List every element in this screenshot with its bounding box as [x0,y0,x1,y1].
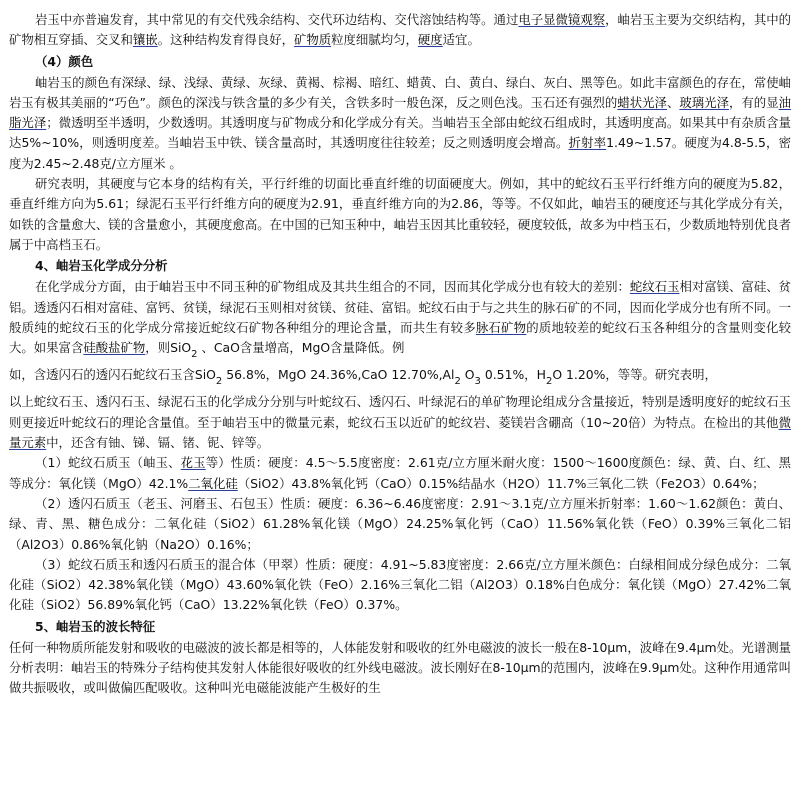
text: （SiO2）43.8%氧化钙（CaO）0.15%结晶水（H2O）11.7%三氧化二铁（Fe2O3）0.64%； [237,475,765,491]
hardness-paragraph: 研究表明，其硬度与它本身的结构有关，平行纤维的切面比垂直纤维的切面硬度大。例如，其中的蛇纹石玉平行纤维方向的硬度为5.82，垂直纤维方向为5.61；绿泥石玉平行纤维方向的硬度为2.91，垂直纤维方向的为2.86，等等。不仅如此，岫岩玉的硬度还与其化学成分有关，如铁的含量愈大、镁的含量愈小，其硬度愈高。在中国的已知玉种中，岫岩玉因其比重较轻，硬度较低，故多为中档玉石，少数质地特别优良者属于中高档玉石。 [9,176,791,252]
link-silicon-dioxide[interactable]: 二氧化硅 [188,475,238,491]
text: ，岫岩玉主要为交织结构，其中的矿物相互穿插、交叉和 [9,12,792,48]
subscript: 2 [545,376,553,388]
text: 的质地较差的蛇纹石玉各种组分的含量则变化较大。如果富含 [9,319,792,356]
text: 粒度细腻均匀， [331,32,418,48]
text: 0.51%，H [480,367,546,383]
link-refractive-index[interactable]: 折射率 [568,135,607,151]
subscript: 3 [474,376,481,388]
text: 56.8%，MgO 24.36%,CaO 12.70%,Al [222,367,455,383]
color-paragraph [9,73,791,174]
serpentine-item [9,453,791,494]
link-grease-luster[interactable]: 油脂光泽 [9,94,792,131]
text: ，有的显 [729,94,779,110]
link-glass-luster[interactable]: 玻璃光泽 [679,94,729,110]
subscript: 2 [191,349,198,361]
text: 岩玉中亦普遍发育，其中常见的有交代残余结构、交代环边结构、交代溶蚀结构等。通过 [35,12,519,27]
link-serpentine-jade[interactable]: 蛇纹石玉 [629,279,680,295]
link-flower-jade[interactable]: 花玉 [180,455,206,471]
tremolite-item: （2）透闪石质玉（老玉、河磨玉、石包玉）性质：硬度：6.36~6.46度密度：2.91～3.1克/立方厘米折射率：1.60～1.62颜色：黄白、绿、青、黑、糖色成分：二氧化硅（SiO2）61.28%氧化镁（MgO）24.25%氧化钙（CaO）11.56%氧化铁（FeO）0.39%三氧化二铝（Al2O3）0.86%氧化钠（Na2O）0.16%； [9,495,791,552]
text: 中，还含有铀、锑、镉、锗、铌、锌等。 [46,435,270,451]
chemistry-example-line [9,358,791,392]
text: 适宜。 [442,32,480,48]
text: 、 [666,94,680,110]
text: 等）性质：硬度：4.5～5.5度密度：2.61克/立方厘米耐火度：1500～1600度颜色：绿、黄、白、红、黑等成分：氧化镁（MgO）42.1% [9,455,791,491]
heading-chemistry: 4、岫岩玉化学成分分析 [35,258,168,274]
link-mineral[interactable]: 矿物质 [293,32,332,48]
text: 以上蛇纹石玉、透闪石玉、绿泥石玉的化学成分分别与叶蛇纹石、透闪石、叶绿泥石的单矿物理论组成分含量接近，特别是透明度好的蛇纹石玉则更接近叶蛇纹石的理论含量值。至于岫岩玉中的微量元素，蛇纹石玉以近矿的蛇纹岩、菱镁岩含硼高（10~20倍）为特点。在检出的其他 [9,394,791,430]
mixed-jade-item: （3）蛇纹石质玉和透闪石质玉的混合体（甲翠）性质：硬度：4.91~5.83度密度：2.66克/立方厘米颜色：白绿相间成分绿色成分：二氧化硅（SiO2）42.38%氧化镁（MgO）43.60%氧化铁（FeO）2.16%三氧化二铝（Al2O3）0.18%白色成分：氧化镁（MgO）27.42%二氧化硅（SiO2）56.89%氧化钙（CaO）13.22%氧化铁（FeO）0.37%。 [9,556,791,613]
structure-paragraph [9,10,791,51]
text: （1）蛇纹石质玉（岫玉、 [35,455,181,471]
heading-color: （4）颜色 [35,53,94,69]
link-hardness[interactable]: 硬度 [417,32,443,48]
subscript: 2 [215,376,223,388]
text: ，则SiO [145,340,192,356]
link-gangue-mineral[interactable]: 脉石矿物 [475,319,527,335]
wavelength-paragraph: 任何一种物质所能发射和吸收的电磁波的波长都是相等的，人体能发射和吸收的红外电磁波的波长一般在8-10μm，波峰在9.4μm处。光谱测量分析表明：岫岩玉的特殊分子结构使其发射人体能很好吸收的红外线电磁波。波长刚好在8-10μm的范围内，波峰在9.9μm处。这种作用通常叫做共振吸收，或叫做偏匹配吸收。这种叫光电磁能波能产生极好的生 [9,639,791,696]
link-silicate-mineral[interactable]: 硅酸盐矿物 [83,340,146,356]
link-trace-elements[interactable]: 微量元素 [9,414,791,451]
link-waxy-luster[interactable]: 蜡状光泽 [617,94,667,110]
text: O [460,367,475,383]
heading-wavelength: 5、岫岩玉的波长特征 [35,618,156,634]
text: 、CaO含量增高，MgO含量降低。例 [197,340,405,356]
trace-elements-paragraph [9,392,791,453]
subscript: 2 [454,376,461,388]
text: O 1.20%，等等。研究表明， [552,367,717,383]
link-inlay[interactable]: 镶嵌 [132,32,158,48]
text: 相对富镁、富硅、贫铝。透透闪石相对富硅、富钙、贫镁，绿泥石玉则相对贫镁、贫硅、富铝。蛇纹石由于与之共生的脉石矿的不同，因而化学成分也有所不同。一般质纯的蛇纹石玉的化学成分常接近蛇纹石矿物各种组分的理论含量，而共生有较多 [9,279,792,335]
text: 岫岩玉的颜色有深绿、绿、浅绿、黄绿、灰绿、黄褐、棕褐、暗红、蜡黄、白、黄白、绿白、灰白、黑等色。如此丰富颜色的存在，常使岫岩玉有极其美丽的“巧色”。颜色的深浅与铁含量的多少有关，含铁多时一般色深，反之则色浅。玉石还有强烈的 [9,74,791,110]
text: 。这种结构发育得良好， [157,32,294,48]
link-electron-microscope[interactable]: 电子显微镜观察 [518,12,606,27]
text: 1.49~1.57。硬度为4.8-5.5，密度为2.45~2.48克/立方厘米 。 [9,135,791,171]
text: 如，含透闪石的透闪石蛇纹石玉含SiO [9,367,216,383]
text: 在化学成分方面，由于岫岩玉中不同玉种的矿物组成及其共生组合的不同，因而其化学成分也有较大的差别： [35,279,630,295]
text: ；微透明至半透明，少数透明。其透明度与矿物成分和化学成分有关。当岫岩玉全部由蛇纹石组成时，其透明度高。如果其中有杂质含量达5%~10%，则透明度差。当岫岩玉中铁、镁含量高时，其透明度往往较差；反之则透明度会增高。 [9,115,792,151]
chemistry-paragraph [9,277,792,361]
